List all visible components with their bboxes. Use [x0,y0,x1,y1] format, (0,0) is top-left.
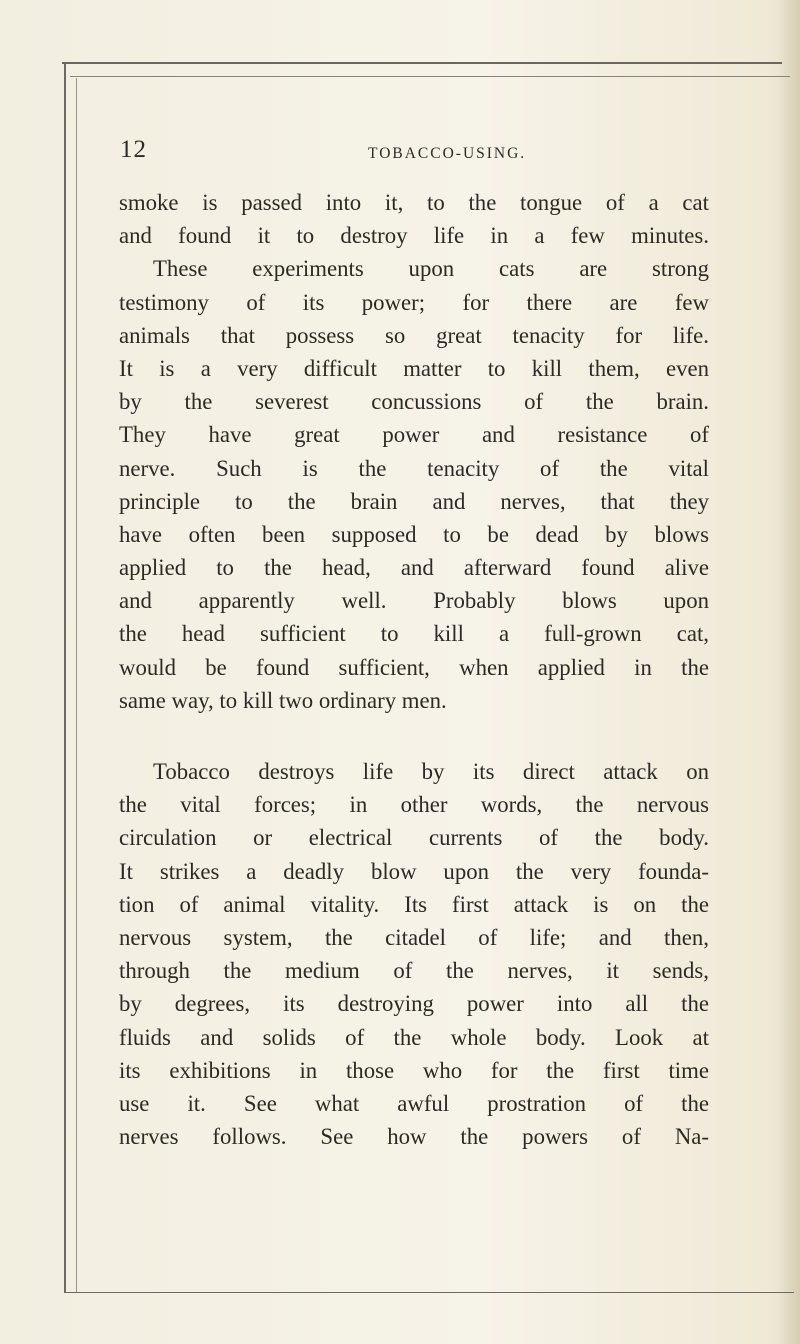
text-line: by the severest concussions of the brain. [119,389,709,415]
page-header [120,136,680,170]
body-text [119,186,709,1153]
text-line: same way, to kill two ordinary men. [119,687,447,713]
text-line: would be found sufficient, when applied in the [119,654,709,680]
page-number: 12 [120,136,147,163]
text-line: applied to the head, and afterward found alive [119,555,709,581]
text-line: It strikes a deadly blow upon the very founda- [119,858,709,884]
text-line: tion of animal vitality. Its first attack is on the [119,891,709,917]
page-edge-shadow [778,0,800,1344]
frame-rule-top-inner [70,76,790,77]
text-line: circulation or electrical currents of the body. [119,825,709,851]
paragraph-gap [119,717,709,755]
text-line: the head sufficient to kill a full-grown cat, [119,621,709,647]
text-line: nerve. Such is the tenacity of the vital [119,455,709,481]
text-line: through the medium of the nerves, it sends, [119,958,709,984]
paragraph [119,186,709,717]
text-line: animals that possess so great tenacity for life. [119,322,709,348]
text-line: the vital forces; in other words, the nervous [119,792,709,818]
text-line: Tobacco destroys life by its direct attack on [153,759,709,784]
text-line: and apparently well. Probably blows upon [119,588,709,614]
text-line: nervous system, the citadel of life; and then, [119,924,709,950]
text-line: smoke is passed into it, to the tongue of a cat [119,190,709,215]
frame-rule-top [62,62,782,64]
text-line: fluids and solids of the whole body. Look at [119,1024,709,1050]
running-title: TOBACCO-USING. [368,145,527,162]
text-line: principle to the brain and nerves, that they [119,488,709,514]
frame-rule-bottom [64,1292,794,1293]
text-line: have often been supposed to be dead by blows [119,521,709,547]
text-line: its exhibitions in those who for the first time [119,1057,709,1083]
text-line: testimony of its power; for there are few [119,289,709,315]
text-line: use it. See what awful prostration of the [119,1090,709,1116]
text-line: and found it to destroy life in a few minutes. [119,223,709,249]
text-line: nerves follows. See how the powers of Na- [119,1124,709,1150]
frame-rule-left [64,64,66,1292]
text-line: These experiments upon cats are strong [153,256,709,282]
text-line: It is a very difficult matter to kill them, even [119,355,709,381]
frame-rule-left-inner [76,78,77,1292]
text-line: They have great power and resistance of [119,422,709,448]
text-line: by degrees, its destroying power into all the [119,991,709,1017]
paragraph [119,755,709,1153]
